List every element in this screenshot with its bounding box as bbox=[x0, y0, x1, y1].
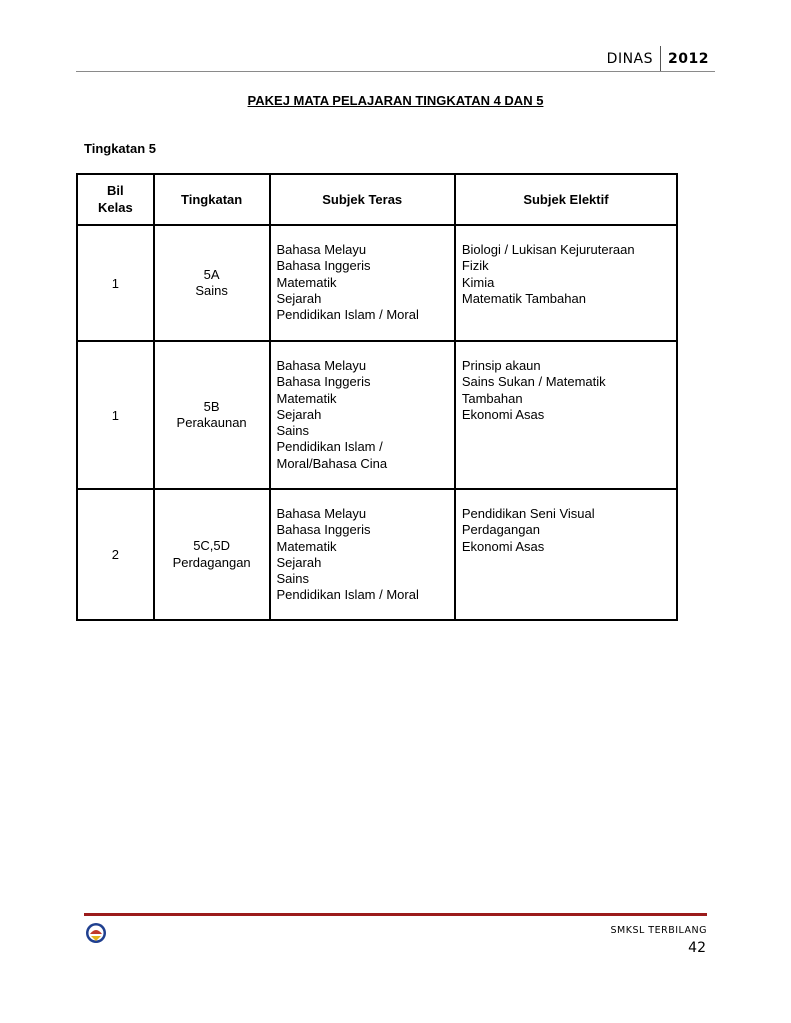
footer-rule bbox=[84, 913, 707, 916]
subject-item: Prinsip akaun bbox=[461, 358, 541, 373]
cell-subjek-teras bbox=[270, 489, 455, 620]
subject-item: Matematik bbox=[276, 274, 337, 290]
subject-item: Ekonomi Asas bbox=[461, 538, 545, 554]
subject-item: Biologi / Lukisan Kejuruteraan bbox=[461, 242, 635, 257]
cell-subjek-teras bbox=[270, 341, 455, 489]
subject-item: Ekonomi Asas bbox=[461, 406, 545, 422]
header-year: 2012 bbox=[668, 51, 709, 67]
subject-item: Kimia bbox=[461, 274, 495, 290]
cell-bil-kelas: 2 bbox=[77, 489, 154, 620]
cell-tingkatan bbox=[154, 341, 270, 489]
subject-item: Moral/Bahasa Cina bbox=[276, 455, 388, 471]
table-row bbox=[77, 341, 677, 489]
cell-subjek-teras bbox=[270, 225, 455, 341]
header-labels bbox=[607, 46, 709, 72]
subject-item: Bahasa Inggeris bbox=[276, 522, 371, 538]
col-header-line: Bil bbox=[107, 183, 124, 199]
footer-school-name: SMKSL TERBILANG bbox=[610, 925, 707, 936]
header-divider bbox=[660, 46, 661, 72]
subject-item: Fizik bbox=[461, 258, 489, 274]
subject-item: Pendidikan Islam / Moral bbox=[276, 307, 419, 323]
col-header-tingkatan: Tingkatan bbox=[154, 174, 270, 225]
subject-item: Pendidikan Seni Visual bbox=[461, 506, 595, 521]
cell-subjek-elektif bbox=[455, 225, 677, 341]
col-header-bil-kelas bbox=[77, 174, 154, 225]
subject-item: Pendidikan Islam / Moral bbox=[276, 587, 419, 603]
subject-item: Matematik bbox=[276, 538, 337, 554]
subject-item: Sejarah bbox=[276, 290, 322, 306]
tingkatan-line: 5A bbox=[203, 266, 220, 282]
tingkatan-line: Perdagangan bbox=[172, 554, 251, 570]
header-label: DINAS bbox=[606, 51, 654, 67]
tingkatan-line: Sains bbox=[195, 283, 228, 298]
subject-item: Sejarah bbox=[276, 554, 322, 570]
subject-item: Bahasa Inggeris bbox=[276, 374, 371, 390]
col-header-subjek-teras: Subjek Teras bbox=[270, 174, 455, 225]
tingkatan-line: 5C,5D bbox=[193, 538, 231, 554]
page-number: 42 bbox=[688, 940, 706, 956]
table-row bbox=[77, 489, 677, 620]
col-header-line: Kelas bbox=[98, 199, 133, 215]
cell-tingkatan bbox=[154, 489, 270, 620]
table-header-row bbox=[77, 174, 677, 225]
tingkatan-line: Perakaunan bbox=[176, 415, 247, 430]
subject-item: Sejarah bbox=[276, 406, 322, 422]
cell-bil-kelas: 1 bbox=[77, 225, 154, 341]
tingkatan-line: 5B bbox=[203, 398, 220, 414]
subject-item: Tambahan bbox=[461, 390, 523, 406]
subject-item: Matematik Tambahan bbox=[461, 290, 586, 306]
subject-item: Bahasa Inggeris bbox=[276, 258, 371, 274]
col-header-subjek-elektif: Subjek Elektif bbox=[455, 174, 677, 225]
cell-subjek-elektif bbox=[455, 341, 677, 489]
subject-item: Matematik bbox=[276, 390, 337, 406]
subject-item: Sains Sukan / Matematik bbox=[461, 374, 606, 390]
header-rule bbox=[76, 71, 715, 72]
cell-subjek-elektif bbox=[455, 489, 677, 620]
section-title: Tingkatan 5 bbox=[84, 141, 157, 156]
subject-item: Pendidikan Islam / bbox=[276, 439, 383, 455]
cell-bil-kelas: 1 bbox=[77, 341, 154, 489]
subject-item: Bahasa Melayu bbox=[276, 242, 367, 257]
subject-item: Sains bbox=[276, 423, 310, 439]
subject-item: Sains bbox=[276, 571, 310, 587]
table-row bbox=[77, 225, 677, 341]
subject-item: Perdagangan bbox=[461, 522, 540, 538]
subject-item: Bahasa Melayu bbox=[276, 506, 367, 521]
subject-item: Bahasa Melayu bbox=[276, 358, 367, 373]
school-crest-icon bbox=[85, 922, 107, 944]
document-title: PAKEJ MATA PELAJARAN TINGKATAN 4 DAN 5 bbox=[247, 93, 544, 108]
cell-tingkatan bbox=[154, 225, 270, 341]
table-body bbox=[77, 225, 677, 620]
page-header bbox=[76, 44, 715, 72]
subject-package-table bbox=[76, 173, 678, 621]
